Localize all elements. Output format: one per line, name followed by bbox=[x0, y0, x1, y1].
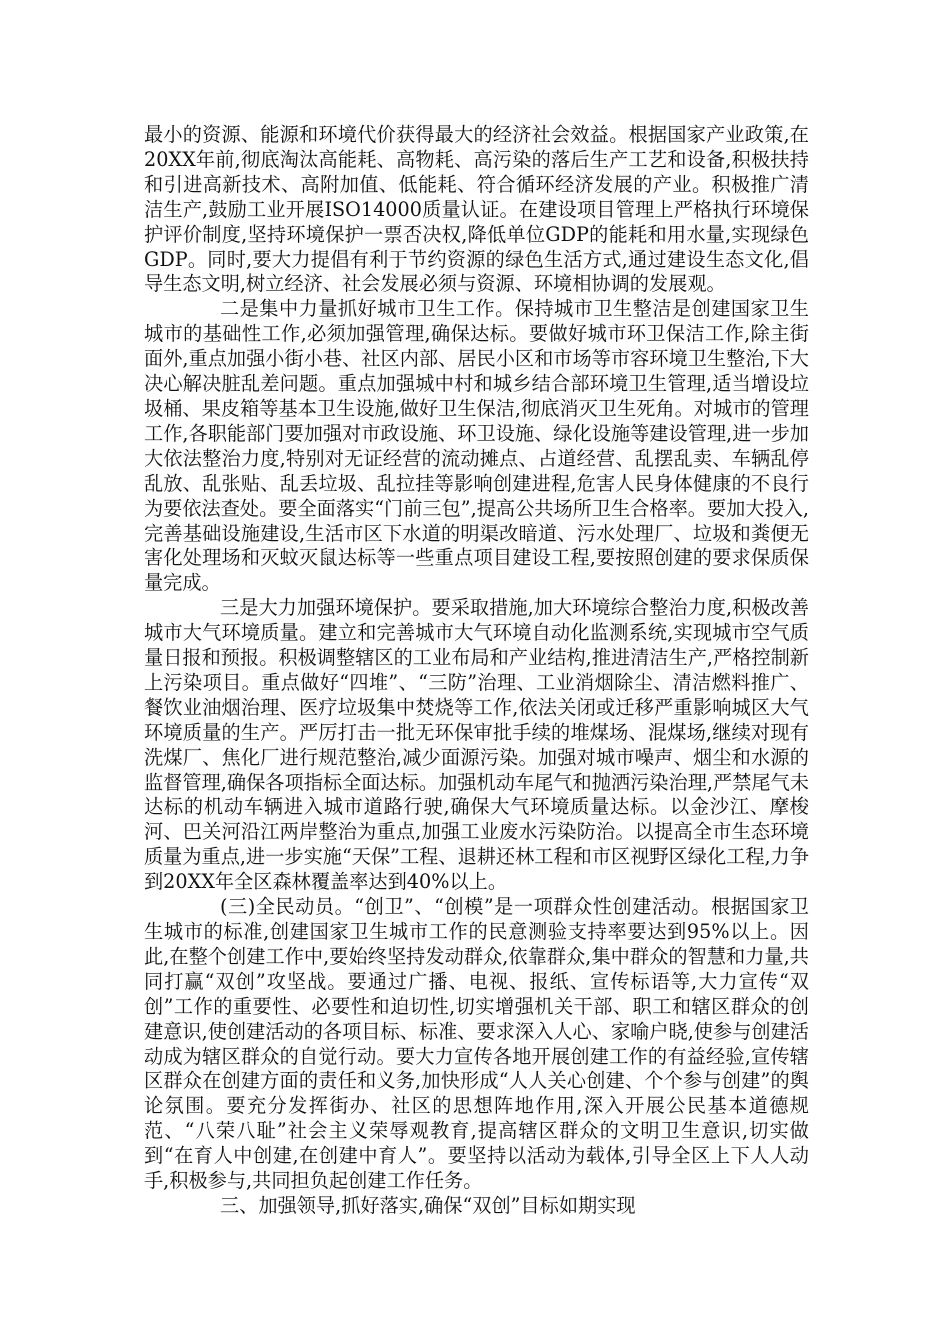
paragraph-public-mobilization: (三)全民动员。“创卫”、“创模”是一项群众性创建活动。根据国家卫生城市的标准,创建国家卫生城市工作的民意测验支持率要达到95%以上。因此,在整个创建工作中,要始终坚持发动群众,依靠群众,集中群众的智慧和力量,共同打赢“双创”攻坚战。要通过广播、电视、报纸、宣传标语等,大力宣传“双创”工作的重要性、必要性和迫切性,切实增强机关干部、职工和辖区群众的创建意识,使创建活动的各项目标、标准、要求深入人心、家喻户晓,使参与创建活动成为辖区群众的自觉行动。要大力宣传各地开展创建工作的有益经验,宣传辖区群众在创建方面的责任和义务,加快形成“人人关心创建、个个参与创建”的舆论氛围。要充分发挥街办、社区的思想阵地作用,深入开展公民基本道德规范、“八荣八耻”社会主义荣辱观教育,提高辖区群众的文明卫生意识,切实做到“在育人中创建,在创建中育人”。要坚持以活动为载体,引导全区上下人人动手,积极参与,共同担负起创建工作任务。 bbox=[144, 895, 809, 1193]
document-body bbox=[144, 123, 809, 1219]
paragraph-resource-efficiency: 最小的资源、能源和环境代价获得最大的经济社会效益。根据国家产业政策,在20XX年前,彻底淘汰高能耗、高物耗、高污染的落后生产工艺和设备,积极扶持和引进高新技术、高附加值、低能耗、符合循环经济发展的产业。积极推广清洁生产,鼓励工业开展ISO14000质量认证。在建设项目管理上严格执行环境保护评价制度,坚持环境保护一票否决权,降低单位GDP的能耗和用水量,实现绿色GDP。同时,要大力提倡有利于节约资源的绿色生活方式,通过建设生态文化,倡导生态文明,树立经济、社会发展必须与资源、环境相协调的发展观。 bbox=[144, 123, 809, 296]
section-heading-leadership: 三、加强领导,抓好落实,确保“双创”目标如期实现 bbox=[220, 1193, 636, 1217]
paragraph-environmental-protection: 三是大力加强环境保护。要采取措施,加大环境综合整治力度,积极改善城市大气环境质量。建立和完善城市大气环境自动化监测系统,实现城市空气质量日报和预报。积极调整辖区的工业布局和产业结构,推进清洁生产,严格控制新上污染项目。重点做好“四堆”、“三防”治理、工业消烟除尘、清洁燃料推广、餐饮业油烟治理、医疗垃圾集中焚烧等工作,依法关闭或迁移严重影响城区大气环境质量的生产。严厉打击一批无环保审批手续的堆煤场、混煤场,继续对现有洗煤厂、焦化厂进行规范整治,减少面源污染。加强对城市噪声、烟尘和水源的监督管理,确保各项指标全面达标。加强机动车尾气和抛洒污染治理,严禁尾气未达标的机动车辆进入城市道路行驶,确保大气环境质量达标。以金沙江、摩梭河、巴关河沿江两岸整治为重点,加强工业废水污染防治。以提高全市生态环境质量为重点,进一步实施“天保”工程、退耕还林工程和市区视野区绿化工程,力争到20XX年全区森林覆盖率达到40%以上。 bbox=[144, 596, 810, 894]
paragraph-urban-sanitation: 二是集中力量抓好城市卫生工作。保持城市卫生整洁是创建国家卫生城市的基础性工作,必须加强管理,确保达标。要做好城市环卫保洁工作,除主街面外,重点加强小街小巷、社区内部、居民小区和市场等市容环境卫生整治,下大决心解决脏乱差问题。重点加强城中村和城乡结合部环境卫生管理,适当增设垃圾桶、果皮箱等基本卫生设施,做好卫生保洁,彻底消灭卫生死角。对城市的管理工作,各职能部门要加强对市政设施、环卫设施、绿化设施等建设管理,进一步加大依法整治力度,特别对无证经营的流动摊点、占道经营、乱摆乱卖、车辆乱停乱放、乱张贴、乱丢垃圾、乱拉挂等影响创建进程,危害人民身体健康的不良行为要依法查处。要全面落实“门前三包”,提高公共场所卫生合格率。要加大投入,完善基础设施建设,生活市区下水道的明渠改暗道、污水处理厂、垃圾和粪便无害化处理场和灭蚊灭鼠达标等一些重点项目建设工程,要按照创建的要求保质保量完成。 bbox=[144, 297, 810, 595]
